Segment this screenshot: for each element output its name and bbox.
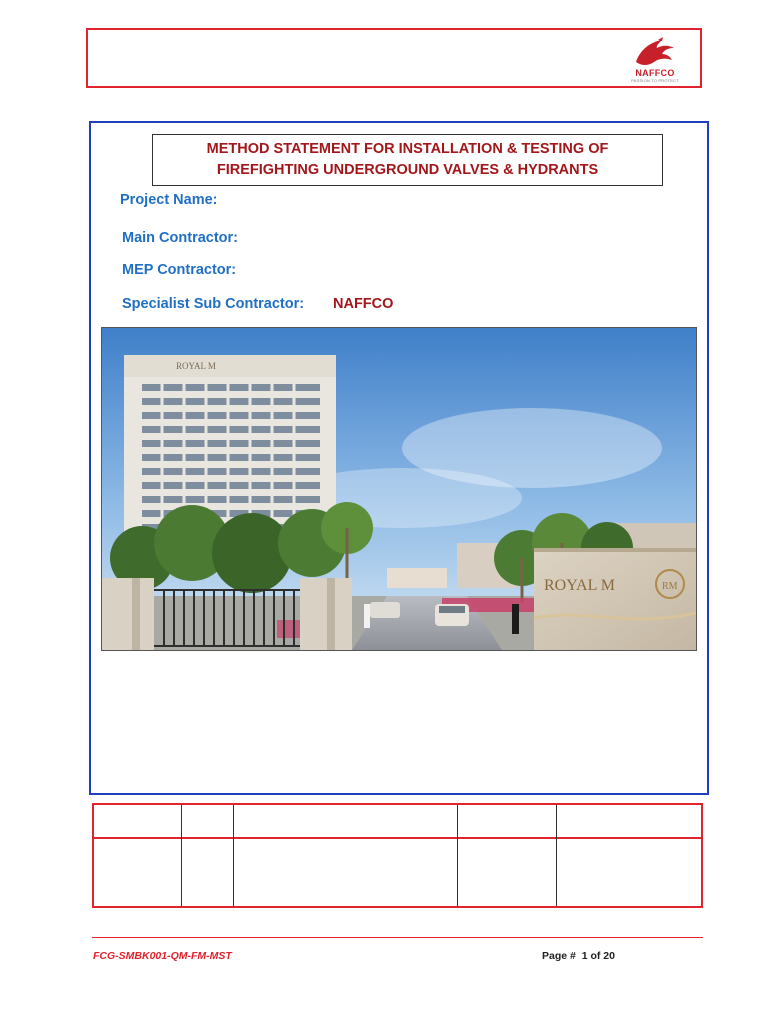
gate-sign: ROYAL M — [544, 577, 615, 594]
logo-wordmark: NAFFCO — [635, 68, 675, 78]
footer-divider — [92, 937, 703, 938]
title-line-2: FIREFIGHTING UNDERGROUND VALVES & HYDRANTS — [216, 162, 599, 178]
table-column-divider — [556, 805, 557, 906]
document-title-box — [152, 134, 663, 186]
main-contractor-label: Main Contractor: — [122, 230, 238, 246]
hotel-rendering-illustration — [102, 328, 696, 650]
specialist-label: Specialist Sub Contractor: — [122, 296, 305, 312]
falcon-icon — [632, 36, 678, 68]
project-rendering-image — [101, 327, 697, 651]
header-box — [86, 28, 702, 88]
title-line-1: METHOD STATEMENT FOR INSTALLATION & TESTING OF — [206, 141, 609, 157]
project-name-label: Project Name: — [120, 192, 218, 208]
table-column-divider — [181, 805, 182, 906]
tower-sign: ROYAL M — [176, 361, 216, 371]
page-number — [542, 950, 615, 962]
table-row-divider — [94, 837, 701, 839]
page-label: Page # — [542, 950, 576, 962]
document-code: FCG-SMBK001-QM-FM-MST — [93, 950, 232, 962]
specialist-value: NAFFCO — [333, 296, 394, 312]
gate-monogram: RM — [662, 581, 678, 592]
table-column-divider — [457, 805, 458, 906]
table-column-divider — [233, 805, 234, 906]
revision-table — [92, 803, 703, 908]
page-value: 1 of 20 — [581, 950, 615, 962]
naffco-logo — [624, 36, 686, 84]
mep-contractor-label: MEP Contractor: — [122, 262, 237, 278]
logo-tagline: PASSION TO PROTECT — [631, 78, 679, 83]
